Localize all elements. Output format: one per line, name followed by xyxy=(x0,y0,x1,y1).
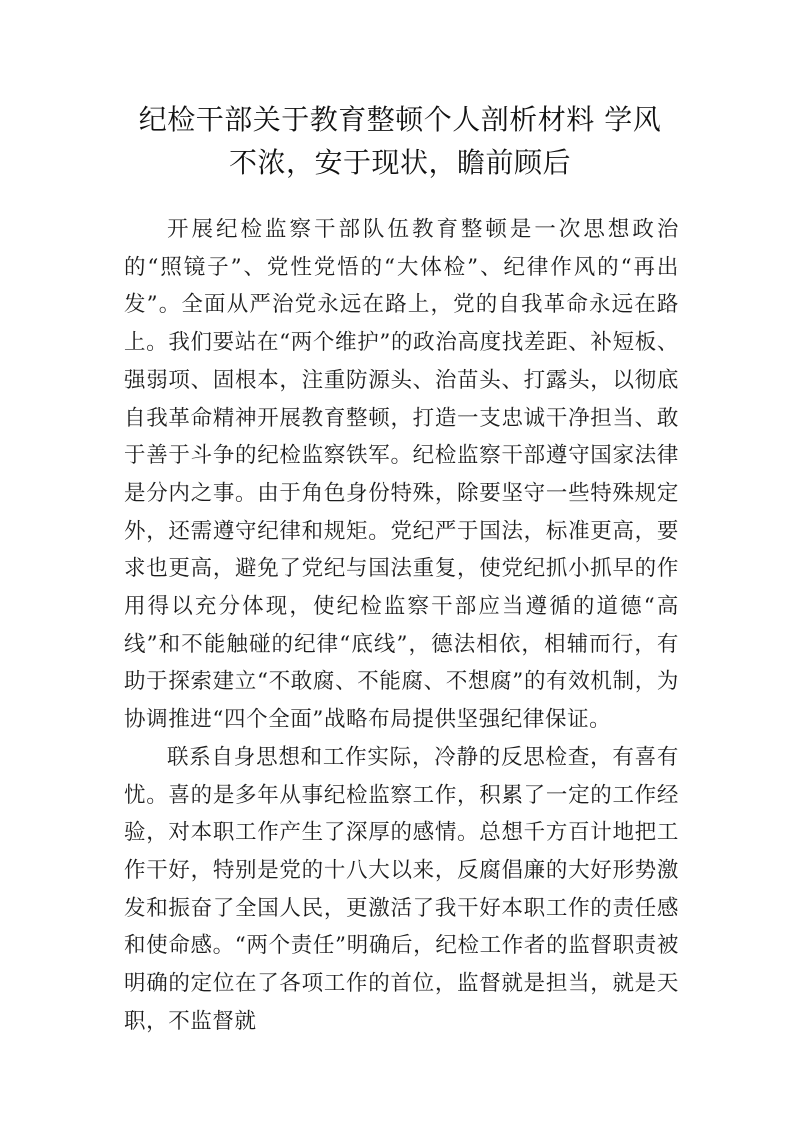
title-line-2: 不浓，安于现状，瞻前顾后 xyxy=(228,146,571,179)
title-line-1: 纪检干部关于教育整顿个人剖析材料 学风 xyxy=(138,103,662,136)
paragraph-2: 联系自身思想和工作实际，冷静的反思检查，有喜有忧。喜的是多年从事纪检监察工作，积累了一定的工作经验，对本职工作产生了深厚的感情。总想千方百计地把工作干好，特别是党的十八大以来，反腐倡廉的大好形势激发和振奋了全国人民，更激活了我干好本职工作的责任感和使命感。“两个责任”明确后，纪检工作者的监督职责被明确的定位在了各项工作的首位，监督就是担当，就是天职，不监督就 xyxy=(124,744,679,1034)
document-body xyxy=(124,211,679,1040)
document-title xyxy=(110,98,690,184)
paragraph-1: 开展纪检监察干部队伍教育整顿是一次思想政治的“照镜子”、党性党悟的“大体检”、纪律作风的“再出发”。全面从严治党永远在路上，党的自我革命永远在路上。我们要站在“两个维护”的政治高度找差距、补短板、强弱项、固根本，注重防源头、治苗头、打露头，以彻底自我革命精神开展教育整顿，打造一支忠诚干净担当、敢于善于斗争的纪检监察铁军。纪检监察干部遵守国家法律是分内之事。由于角色身份特殊，除要坚守一些特殊规定外，还需遵守纪律和规矩。党纪严于国法，标准更高，要求也更高，避免了党纪与国法重复，使党纪抓小抓早的作用得以充分体现，使纪检监察干部应当遵循的道德“高线”和不能触碰的纪律“底线”，德法相依，相辅而行，有助于探索建立“不敢腐、不能腐、不想腐”的有效机制，为协调推进“四个全面”战略布局提供坚强纪律保证。 xyxy=(124,217,679,733)
